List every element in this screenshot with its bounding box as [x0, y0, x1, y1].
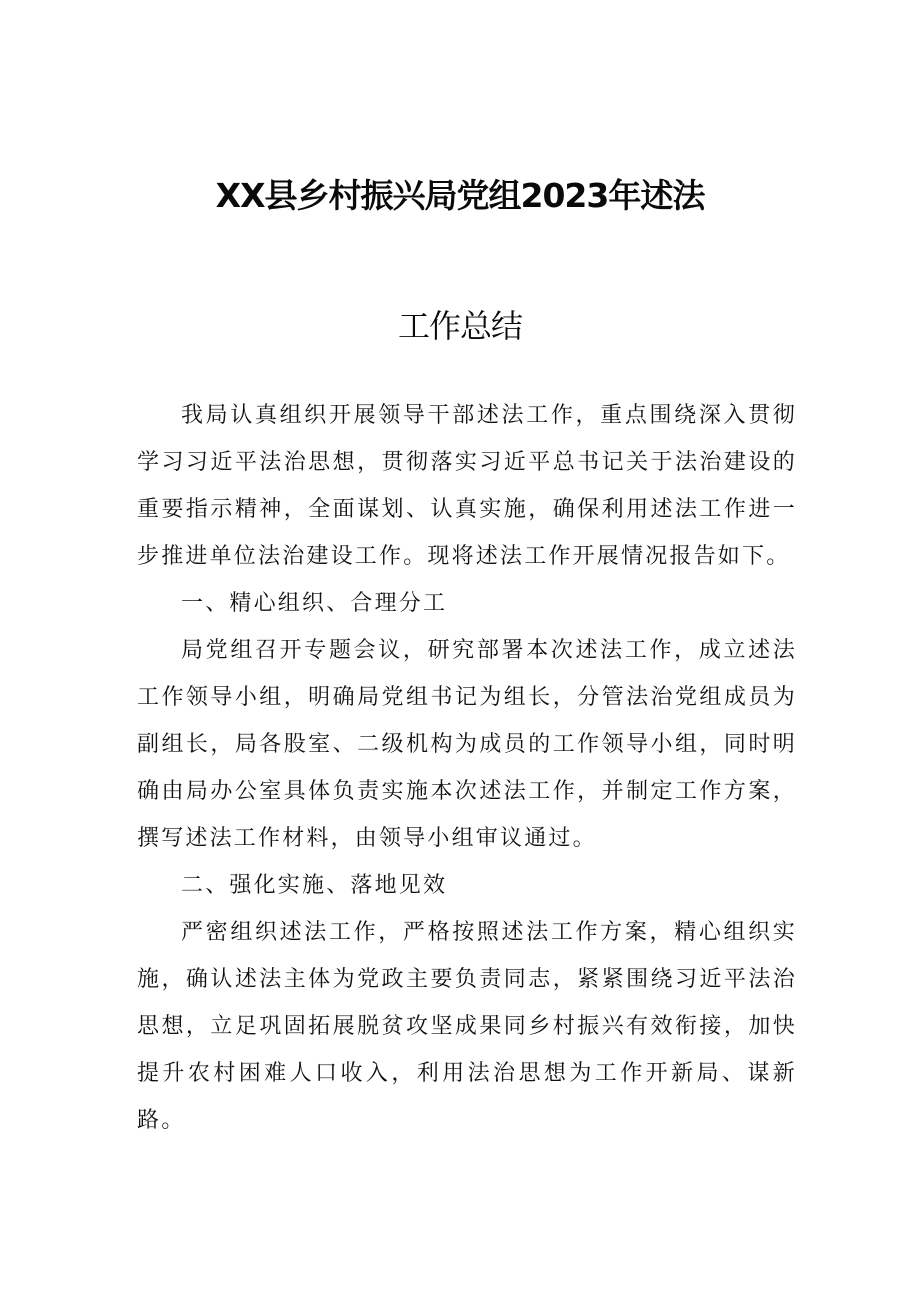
section-1-paragraph: 局党组召开专题会议，研究部署本次述法工作，成立述法工作领导小组，明确局党组书记为组长，分管法治党组成员为副组长，局各股室、二级机构为成员的工作领导小组，同时明确由局办公室具体负责实施本次述法工作，并制定工作方案，撰写述法工作材料，由领导小组审议通过。 [137, 638, 797, 851]
section-heading-2: 二、强化实施、落地见效 [181, 873, 448, 898]
intro-paragraph: 我局认真组织开展领导干部述法工作，重点围绕深入贯彻学习习近平法治思想，贯彻落实习近平总书记关于法治建设的重要指示精神，全面谋划、认真实施，确保利用述法工作进一步推进单位法治建设工作。现将述法工作开展情况报告如下。 [137, 403, 797, 569]
document-title-line-2: 工作总结 [397, 307, 522, 345]
document-title-line-1: XX县乡村振兴局党组2023年述法 [215, 176, 705, 215]
document-body [137, 392, 797, 1144]
section-heading-1: 一、精心组织、合理分工 [181, 591, 448, 616]
section-2-paragraph: 严密组织述法工作，严格按照述法工作方案，精心组织实施，确认述法主体为党政主要负责同志，紧紧围绕习近平法治思想，立足巩固拓展脱贫攻坚成果同乡村振兴有效衔接，加快提升农村困难人口收入，利用法治思想为工作开新局、谋新路。 [137, 920, 797, 1133]
